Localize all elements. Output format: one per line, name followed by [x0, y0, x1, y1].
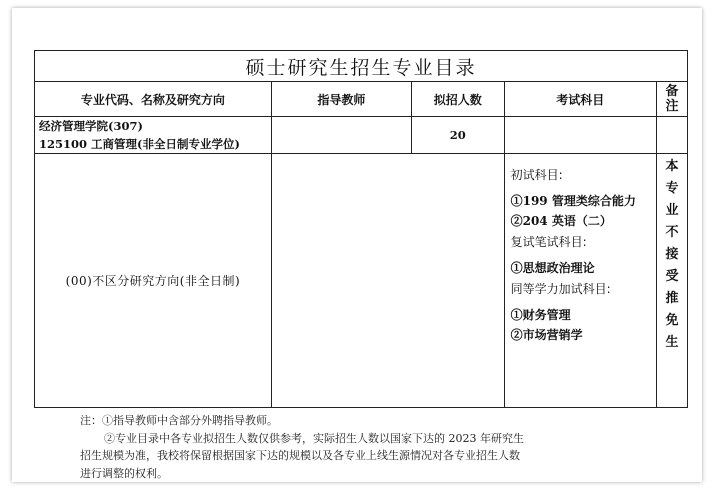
research-direction: (00)不区分研究方向(非全日制)	[35, 154, 272, 408]
exam-subjects	[504, 154, 656, 408]
retest-exam-label: 复试笔试科目:	[510, 235, 587, 249]
footnote-line-3: 招生规模为准，我校将保留根据国家下达的规模以及各专业上线生源情况对各专业招生人数	[80, 449, 520, 462]
remark-vertical	[657, 154, 688, 408]
direction-blank-cell	[271, 154, 504, 408]
header-note	[657, 82, 688, 117]
remark-char: 不	[665, 225, 679, 240]
remark-char: 专	[665, 181, 679, 196]
initial-exam-subject-2: ②204 英语（二）	[510, 214, 612, 228]
footnote-line-1: 注：①指导教师中含部分外聘指导教师。	[80, 414, 278, 427]
supervisor-cell	[271, 117, 411, 154]
retest-exam-subject-1: ①思想政治理论	[510, 261, 595, 275]
exam-cell-empty	[504, 117, 656, 154]
initial-exam-subject-1: ①199 管理类综合能力	[510, 194, 636, 208]
header-exam: 考试科目	[504, 82, 656, 117]
extra-exam-subject-1: ①财务管理	[510, 308, 571, 322]
catalog-table	[34, 50, 688, 408]
extra-exam-subject-2: ②市场营销学	[510, 328, 583, 342]
remark-char: 受	[665, 269, 679, 284]
footnote-line-4: 进行调整的权利。	[80, 466, 168, 480]
extra-exam-label: 同等学力加试科目:	[510, 282, 611, 296]
quota-cell: 20	[411, 117, 504, 154]
remark-char: 免	[665, 313, 679, 328]
header-note-text: 备注	[665, 84, 679, 114]
major-name: 125100 工商管理(非全日制专业学位)	[39, 137, 240, 151]
college-name: 经济管理学院(307)	[39, 119, 143, 133]
remark-char: 业	[665, 203, 679, 218]
header-supervisor: 指导教师	[271, 82, 411, 117]
remark-char: 接	[665, 247, 679, 262]
initial-exam-label: 初试科目:	[510, 168, 563, 182]
note-cell-empty	[657, 117, 688, 154]
header-major: 专业代码、名称及研究方向	[35, 82, 272, 117]
remark-char: 生	[665, 335, 679, 350]
remark-char: 本	[665, 159, 679, 174]
footnotes	[80, 412, 640, 482]
footnote-line-2: ②专业目录中各专业拟招生人数仅供参考，实际招生人数以国家下达的 2023 年研究生	[104, 431, 524, 445]
remark-char: 推	[665, 291, 679, 306]
department-cell	[35, 117, 272, 154]
header-quota: 拟招人数	[411, 82, 504, 117]
document-page	[12, 8, 702, 482]
table-title: 硕士研究生招生专业目录	[35, 51, 688, 82]
